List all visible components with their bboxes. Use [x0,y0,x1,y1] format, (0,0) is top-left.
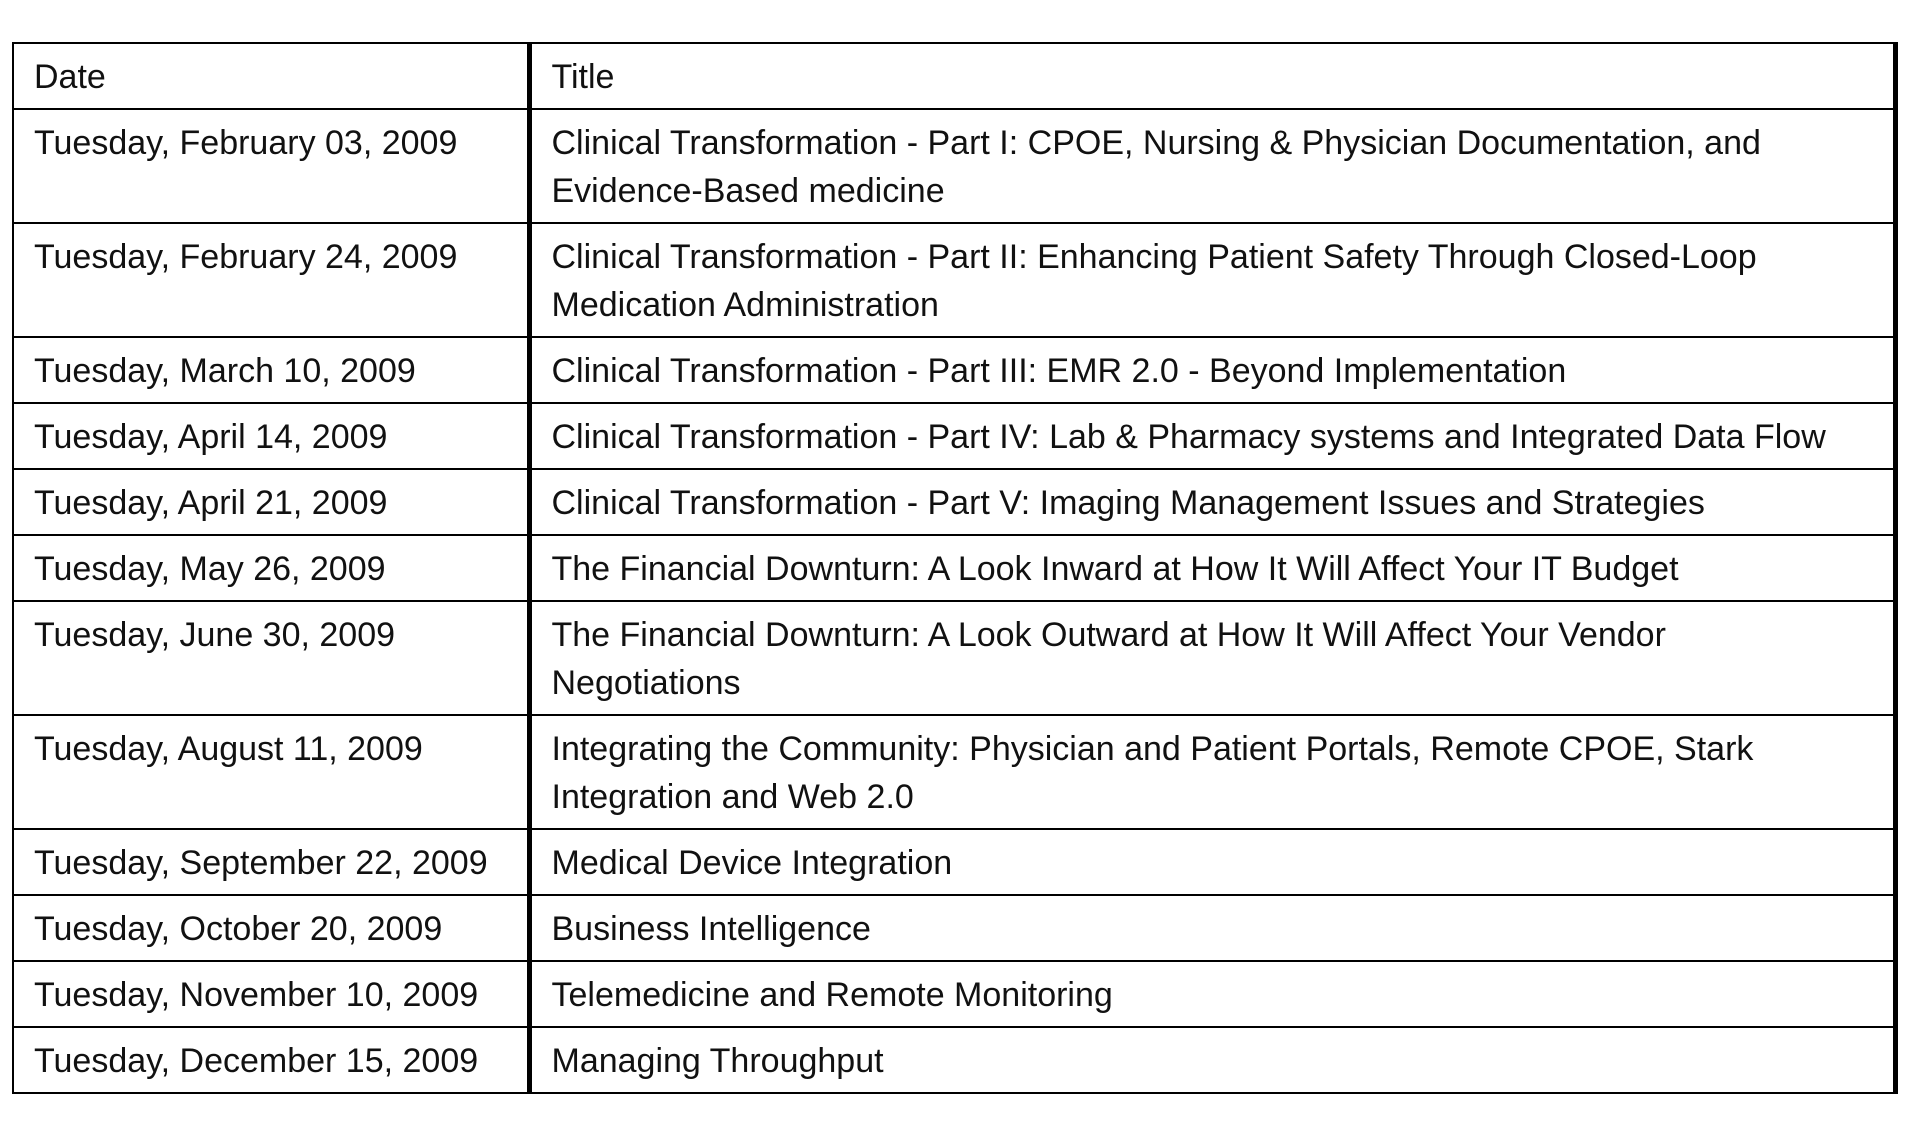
table-row [13,469,1895,535]
title-cell: The Financial Downturn: A Look Outward at How It Will Affect Your Vendor Negotiations [529,601,1895,715]
date-column-header: Date [13,43,529,109]
title-cell: Integrating the Community: Physician and Patient Portals, Remote CPOE, Stark Integration and Web 2.0 [529,715,1895,829]
title-cell: Clinical Transformation - Part III: EMR 2.0 - Beyond Implementation [529,337,1895,403]
table-row [13,535,1895,601]
title-cell: Clinical Transformation - Part I: CPOE, Nursing & Physician Documentation, and Evidence-Based medicine [529,109,1895,223]
date-cell: Tuesday, June 30, 2009 [13,601,529,715]
table-row [13,601,1895,715]
date-cell: Tuesday, February 03, 2009 [13,109,529,223]
date-cell: Tuesday, October 20, 2009 [13,895,529,961]
table-row [13,403,1895,469]
date-cell: Tuesday, November 10, 2009 [13,961,529,1027]
date-cell: Tuesday, May 26, 2009 [13,535,529,601]
table-row [13,961,1895,1027]
table-row [13,1027,1895,1093]
title-cell: Clinical Transformation - Part II: Enhancing Patient Safety Through Closed-Loop Medication Administration [529,223,1895,337]
date-cell: Tuesday, December 15, 2009 [13,1027,529,1093]
table-row [13,223,1895,337]
title-cell: The Financial Downturn: A Look Inward at How It Will Affect Your IT Budget [529,535,1895,601]
date-cell: Tuesday, March 10, 2009 [13,337,529,403]
table-row [13,337,1895,403]
title-cell: Business Intelligence [529,895,1895,961]
date-cell: Tuesday, September 22, 2009 [13,829,529,895]
date-cell: Tuesday, August 11, 2009 [13,715,529,829]
schedule-table [12,42,1898,1094]
title-cell: Clinical Transformation - Part V: Imaging Management Issues and Strategies [529,469,1895,535]
date-cell: Tuesday, February 24, 2009 [13,223,529,337]
table-row [13,829,1895,895]
table-row [13,715,1895,829]
table-row [13,895,1895,961]
table-row [13,109,1895,223]
title-column-header: Title [529,43,1895,109]
title-cell: Medical Device Integration [529,829,1895,895]
date-cell: Tuesday, April 21, 2009 [13,469,529,535]
title-cell: Clinical Transformation - Part IV: Lab & Pharmacy systems and Integrated Data Flow [529,403,1895,469]
title-cell: Managing Throughput [529,1027,1895,1093]
header-row [13,43,1895,109]
date-cell: Tuesday, April 14, 2009 [13,403,529,469]
title-cell: Telemedicine and Remote Monitoring [529,961,1895,1027]
